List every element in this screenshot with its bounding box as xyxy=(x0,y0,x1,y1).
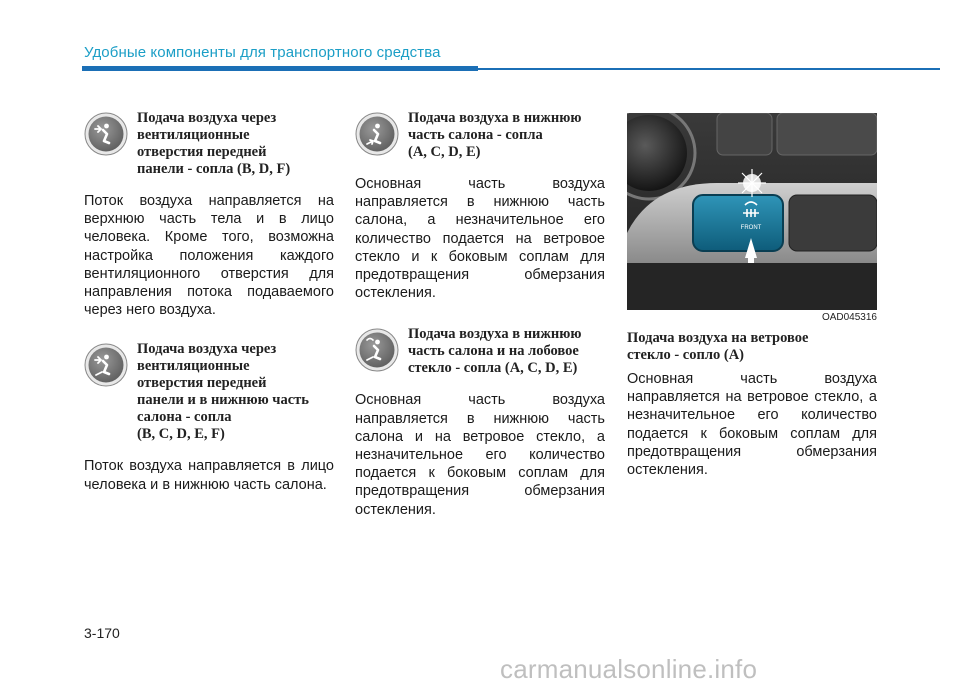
mode-face-floor-body: Поток воздуха направляется в лицо человека и в нижнюю часть салона. xyxy=(84,458,334,493)
photo-code: OAD045316 xyxy=(821,312,877,323)
control-panel-photo xyxy=(627,113,877,310)
column-3 xyxy=(627,113,877,479)
mode-floor-body: Основная часть воздуха направляется в нижнюю часть салона, а незначительное его количество подается на ветровое стекло и к боковым соплам для предотвращения обмерзания остекления. xyxy=(355,176,605,302)
column-2 xyxy=(355,110,605,519)
front-defrost-button-label: FRONT xyxy=(740,225,762,231)
page-number: 3-170 xyxy=(84,625,120,641)
floor-vent-icon xyxy=(355,112,399,156)
mode-face-body: Поток воздуха направляется на верхнюю часть тела и в лицо человека. Кроме того, возможна настройка положения каждого вентиляционного отверстия для направления потока подаваемого через него воздуха. xyxy=(84,193,334,319)
mode-defrost-body: Основная часть воздуха направляется на ветровое стекло, а незначительное его количество подается к боковым соплам для предотвращения обмерзания остекления. xyxy=(627,371,877,479)
mode-floor-heading: Подача воздуха в нижнюю часть салона - сопла (A, C, D, E) xyxy=(408,110,582,160)
mode-floor-defrost-heading: Подача воздуха в нижнюю часть салона и на лобовое стекло - сопла (A, C, D, E) xyxy=(408,326,582,377)
mode-face-floor xyxy=(84,341,334,443)
face-floor-vent-icon xyxy=(84,343,128,387)
floor-defrost-vent-icon xyxy=(355,328,399,372)
mode-floor-defrost xyxy=(355,326,605,377)
column-1 xyxy=(84,110,334,494)
mode-face-floor-heading: Подача воздуха через вентиляционные отверстия передней панели и в нижнюю часть салона - сопла (B, C, D, E, F) xyxy=(137,341,309,443)
mode-face xyxy=(84,110,334,178)
mode-floor xyxy=(355,110,605,161)
mode-floor-defrost-body: Основная часть воздуха направляется в нижнюю часть салона и на ветровое стекло, а незначительное его количество подается к боковым соплам для предотвращения обмерзания остекления. xyxy=(355,392,605,518)
mode-face-heading: Подача воздуха через вентиляционные отверстия передней панели - сопла (B, D, F) xyxy=(137,110,291,177)
face-vent-icon xyxy=(84,112,128,156)
header-rule-thick xyxy=(82,66,478,71)
watermark: carmanualsonline.info xyxy=(500,654,758,684)
mode-defrost-heading: Подача воздуха на ветровое стекло - сопло (A) xyxy=(627,330,809,363)
header-rule-thin xyxy=(478,68,940,70)
section-header-title: Удобные компоненты для транспортного средства xyxy=(84,44,441,61)
control-panel-illustration xyxy=(627,113,877,310)
